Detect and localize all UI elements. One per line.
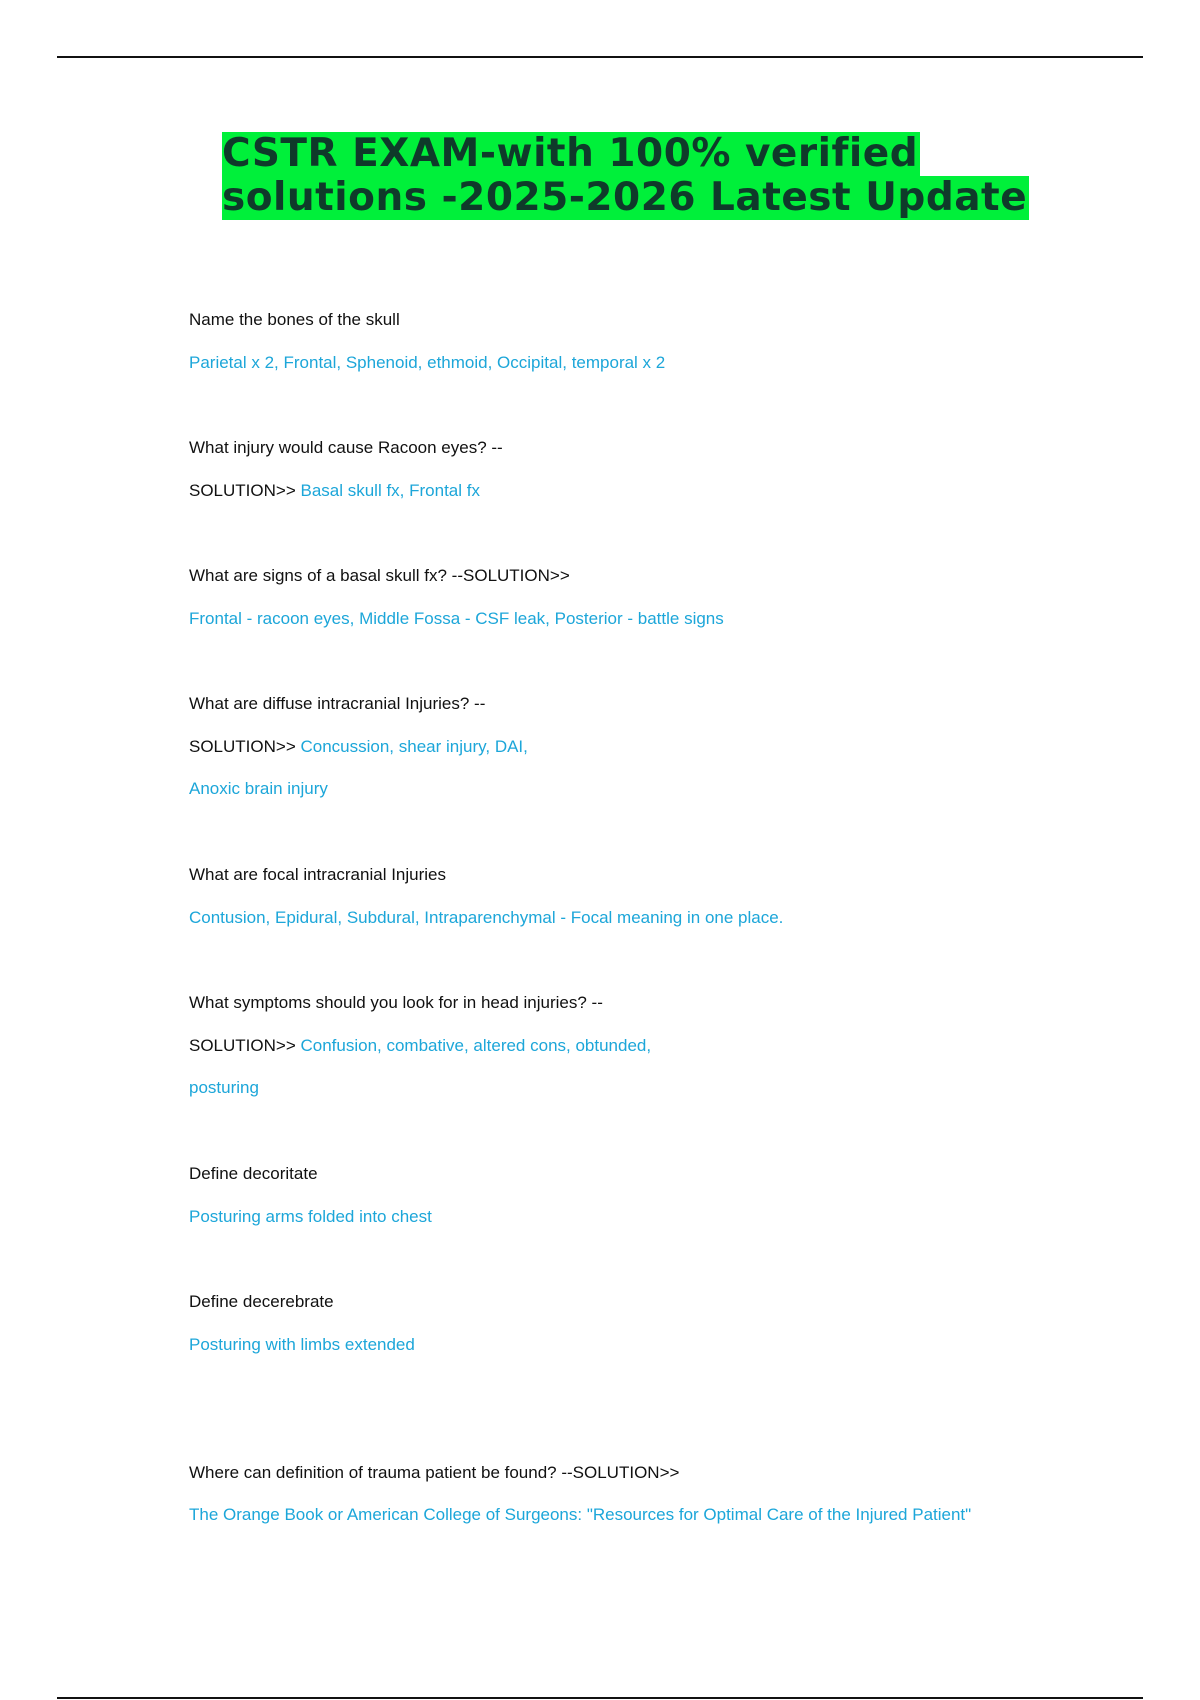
solution-prefix: SOLUTION>>: [189, 481, 301, 500]
qa-item: [189, 561, 1009, 634]
question: What symptoms should you look for in head injuries? --: [189, 993, 603, 1012]
answer-continuation: Anoxic brain injury: [189, 779, 328, 798]
answer-line: [189, 1031, 1009, 1061]
qa-item: [189, 988, 1009, 1103]
question: Where can definition of trauma patient be found? --SOLUTION>>: [189, 1463, 680, 1482]
bottom-rule: [57, 1697, 1143, 1699]
qa-item: [189, 1458, 1009, 1528]
answer: Parietal x 2, Frontal, Sphenoid, ethmoid, Occipital, temporal x 2: [189, 353, 666, 372]
qa-item: [189, 1287, 1009, 1360]
question: Define decoritate: [189, 1164, 318, 1183]
qa-item: [189, 860, 1009, 933]
qa-item: [189, 689, 1009, 804]
top-rule: [57, 56, 1143, 58]
document-title: [222, 131, 1028, 220]
qa-item: [189, 433, 1009, 506]
qa-item: [189, 1159, 1009, 1232]
qa-item: [189, 305, 1009, 378]
answer: Basal skull fx, Frontal fx: [300, 481, 480, 500]
title-line-1: CSTR EXAM-with 100% verified: [222, 131, 919, 176]
answer-line: [189, 732, 1009, 762]
title-line-2: solutions -2025-2026 Latest Update: [222, 175, 1028, 220]
answer-continuation: posturing: [189, 1078, 259, 1097]
answer: Frontal - racoon eyes, Middle Fossa - CSF leak, Posterior - battle signs: [189, 609, 724, 628]
question: What are focal intracranial Injuries: [189, 865, 447, 884]
answer: Posturing with limbs extended: [189, 1335, 415, 1354]
answer: Confusion, combative, altered cons, obtunded,: [300, 1036, 652, 1055]
answer: The Orange Book or American College of Surgeons: "Resources for Optimal Care of the Injured Patient": [189, 1505, 972, 1524]
question: Name the bones of the skull: [189, 310, 400, 329]
answer-line: [189, 476, 1009, 506]
solution-prefix: SOLUTION>>: [189, 1036, 301, 1055]
answer: Contusion, Epidural, Subdural, Intraparenchymal - Focal meaning in one place.: [189, 908, 784, 927]
answer: Concussion, shear injury, DAI,: [300, 737, 528, 756]
question: Define decerebrate: [189, 1292, 334, 1311]
question: What are signs of a basal skull fx? --SOLUTION>>: [189, 566, 570, 585]
solution-prefix: SOLUTION>>: [189, 737, 301, 756]
question: What are diffuse intracranial Injuries? --: [189, 694, 486, 713]
answer: Posturing arms folded into chest: [189, 1207, 432, 1226]
question: What injury would cause Racoon eyes? --: [189, 438, 503, 457]
